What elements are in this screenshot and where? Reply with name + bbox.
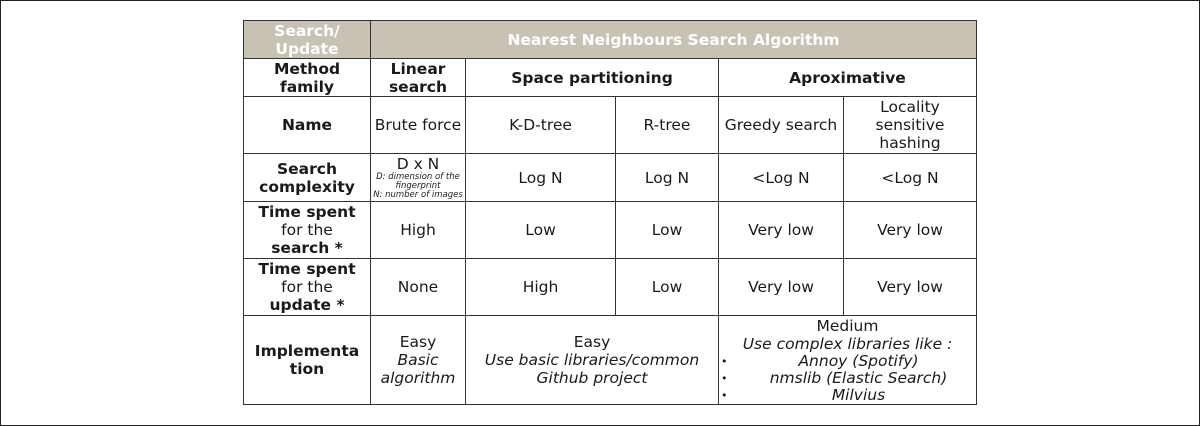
complexity-brute-value: D x N — [396, 155, 440, 173]
name-greedy-search: Greedy search — [719, 97, 844, 154]
name-lsh: Locality sensitive hashing — [844, 97, 977, 154]
search-time-label-c: search * — [271, 239, 343, 257]
search-time-greedy: Very low — [719, 202, 844, 259]
search-time-row — [244, 202, 977, 259]
search-time-label-b: for the — [281, 221, 333, 239]
update-time-label-c: update * — [269, 296, 345, 314]
implementation-label: Implementa tion — [244, 316, 371, 405]
search-time-label — [244, 202, 371, 259]
family-space-cell: Space partitioning — [466, 59, 719, 97]
library-item: • nmslib (Elastic Search) — [721, 370, 974, 387]
family-linear-cell: Linear search — [371, 59, 466, 97]
method-family-row — [244, 59, 977, 97]
header-title-cell: Nearest Neighbours Search Algorithm — [371, 21, 977, 59]
complexity-row — [244, 154, 977, 202]
search-time-label-a: Time spent — [258, 203, 356, 221]
update-time-kd: High — [466, 259, 616, 316]
name-label: Name — [244, 97, 371, 154]
search-time-r: Low — [616, 202, 719, 259]
library-item: • Annoy (Spotify) — [721, 353, 974, 370]
header-row — [244, 21, 977, 59]
complexity-note-n: N: number of images — [373, 190, 463, 200]
complexity-kd-tree: Log N — [466, 154, 616, 202]
family-approx-cell: Aproximative — [719, 59, 977, 97]
update-time-lsh: Very low — [844, 259, 977, 316]
impl-approx-note: Use complex libraries like : — [742, 334, 953, 353]
method-family-label: Method family — [244, 59, 371, 97]
name-brute-force: Brute force — [371, 97, 466, 154]
complexity-r-tree: Log N — [616, 154, 719, 202]
update-time-r: Low — [616, 259, 719, 316]
header-corner-cell: Search/ Update — [244, 21, 371, 59]
complexity-note-d: D: dimension of the fingerprint — [376, 172, 460, 191]
implementation-row — [244, 316, 977, 405]
complexity-label: Search complexity — [244, 154, 371, 202]
update-time-label — [244, 259, 371, 316]
update-time-row — [244, 259, 977, 316]
implementation-linear — [371, 316, 466, 405]
name-kd-tree: K-D-tree — [466, 97, 616, 154]
complexity-brute-force — [371, 154, 466, 202]
impl-linear-title: Easy — [399, 333, 437, 351]
update-time-label-a: Time spent — [258, 260, 356, 278]
impl-approx-title: Medium — [816, 316, 879, 335]
implementation-approx — [719, 316, 977, 405]
complexity-greedy: <Log N — [719, 154, 844, 202]
library-item: • Milvius — [721, 387, 974, 404]
implementation-space — [466, 316, 719, 405]
name-row — [244, 97, 977, 154]
search-time-brute: High — [371, 202, 466, 259]
impl-approx-library-list — [721, 353, 974, 404]
update-time-greedy: Very low — [719, 259, 844, 316]
search-time-kd: Low — [466, 202, 616, 259]
nn-comparison-table — [243, 20, 977, 405]
search-time-lsh: Very low — [844, 202, 977, 259]
update-time-label-b: for the — [281, 278, 333, 296]
impl-space-note: Use basic libraries/common Github project — [484, 351, 700, 387]
update-time-brute: None — [371, 259, 466, 316]
complexity-lsh: <Log N — [844, 154, 977, 202]
impl-linear-note: Basic algorithm — [380, 351, 456, 387]
name-r-tree: R-tree — [616, 97, 719, 154]
impl-space-title: Easy — [573, 333, 611, 351]
